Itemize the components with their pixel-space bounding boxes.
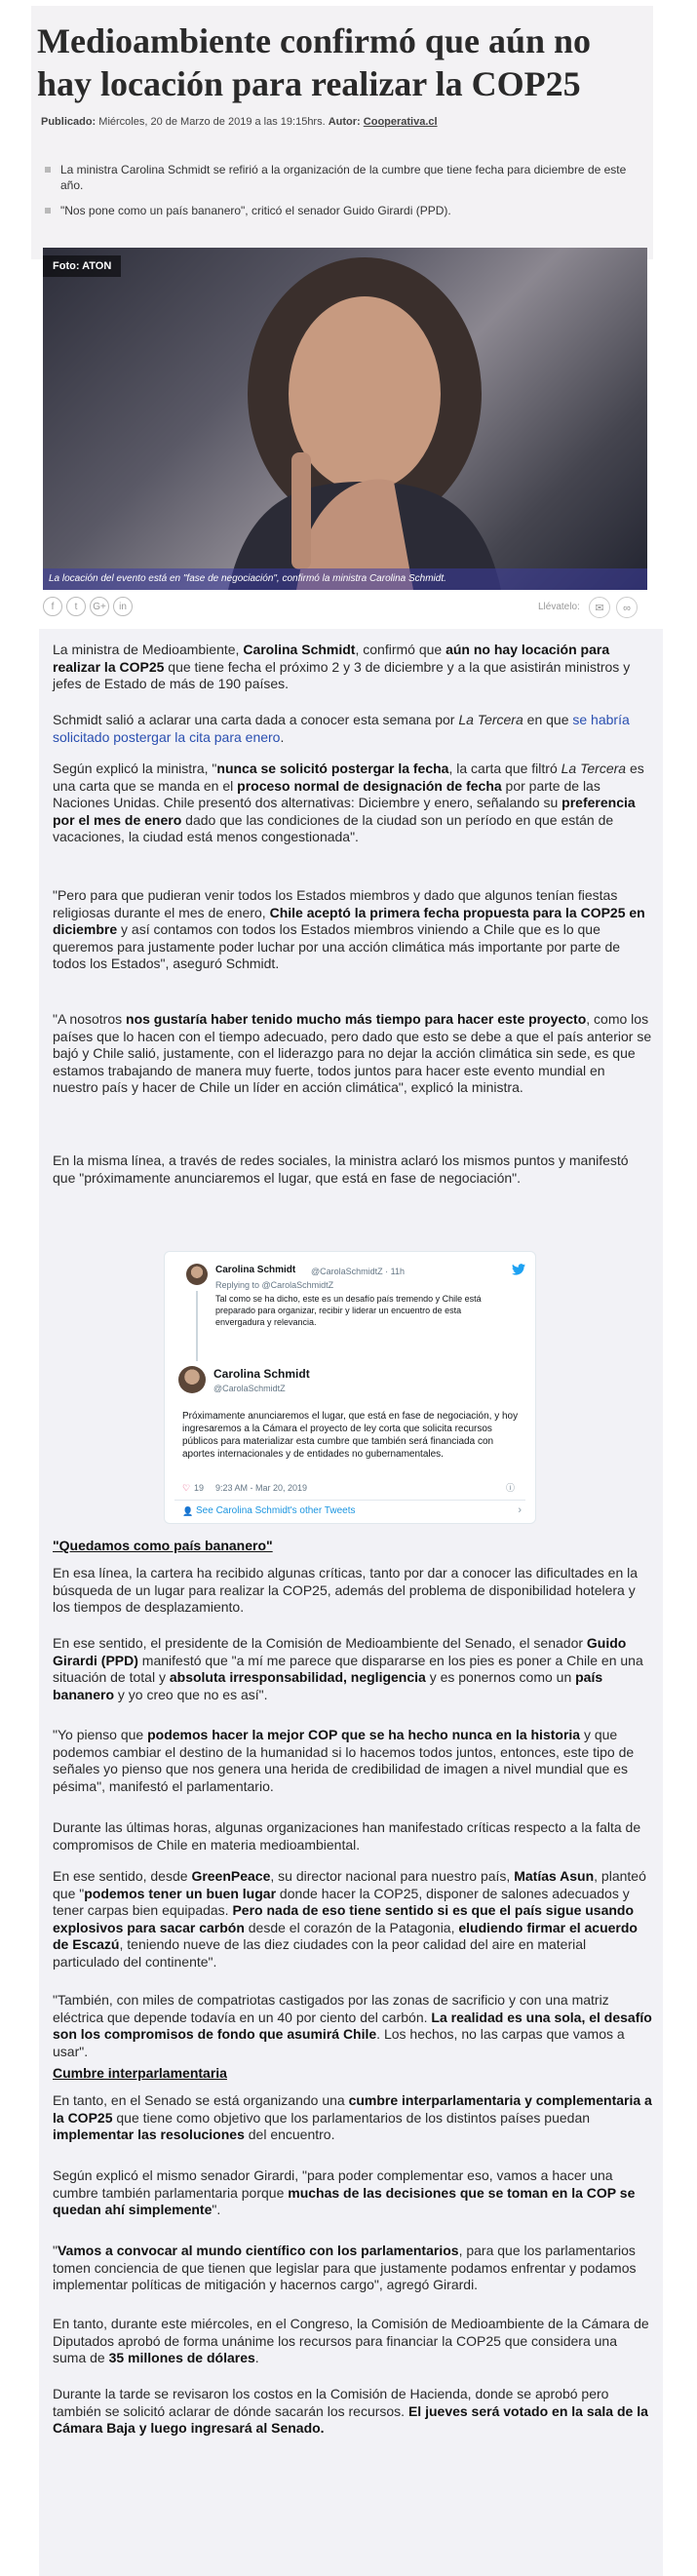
paragraph: Schmidt salió a aclarar una carta dada a conocer esta semana por La Tercera en que se habría solicitado postergar la cita para enero. <box>53 712 630 745</box>
paragraph: Según explicó la ministra, "nunca se solicitó postergar la fecha, la carta que filtró La Tercera es una carta que se manda en el proceso normal de designación de fecha por parte de las Naciones Unidas. Chile presentó dos alternativas: Diciembre y enero, señalando su preferencia por el mes de enero dado que las condiciones de la ciudad son un período en que están de vacaciones, la ciudad está menos congestionada". <box>53 761 644 844</box>
tweet-reply-author: Carolina Schmidt <box>215 1265 296 1275</box>
paragraph: En esa línea, la cartera ha recibido algunas críticas, tanto por dar a conocer las dificultades en la búsqueda de un lugar para realizar la COP25, además del problema de disponibilidad hotelera y los tiempos de desplazamiento. <box>53 1565 639 1615</box>
avatar <box>178 1366 206 1393</box>
tweet-divider <box>174 1500 525 1501</box>
twitter-bird-icon <box>512 1264 525 1275</box>
chevron-right-icon: › <box>518 1504 522 1516</box>
paragraph: En tanto, en el Senado se está organizando una cumbre interparlamentaria y complementaria a la COP25 que tiene como objetivo que los parlamentarios de los distintos países puedan implementar las resoluciones del encuentro. <box>53 2092 652 2142</box>
section-heading: "Quedamos como país bananero" <box>53 1538 273 1553</box>
thread-line <box>196 1291 198 1361</box>
paragraph: En tanto, durante este miércoles, en el Congreso, la Comisión de Medioambiente de la Cámara de Diputados aprobó de forma unánime los recursos para financiar la COP25 que considera una suma de 35 millones de dólares. <box>53 2316 649 2365</box>
paragraph: "Pero para que pudieran venir todos los Estados miembros y dado que algunos tenían fiestas religiosas durante el mes de enero, Chile aceptó la primera fecha propuesta para la COP25 en diciembre y así contamos con todos los Estados miembros viniendo a Chile que es lo que queremos para justamente poder luchar por una acción climática más importante por parte de todos los Estados", aseguró Schmidt. <box>53 887 645 971</box>
paragraph: La ministra de Medioambiente, Carolina Schmidt, confirmó que aún no hay locación para realizar la COP25 que tiene fecha el próximo 2 y 3 de diciembre y a la que asistirán ministros y jefes de Estado de más de 190 países. <box>53 642 631 691</box>
published-label: Publicado: <box>41 116 97 128</box>
avatar <box>186 1264 208 1285</box>
article-link[interactable]: se habría solicitado postergar la cita para enero <box>53 712 630 745</box>
portrait-illustration <box>43 248 647 590</box>
embedded-tweet[interactable] <box>164 1251 536 1524</box>
heart-icon[interactable]: ♡ <box>182 1483 191 1493</box>
tweet-author-name: Carolina Schmidt <box>213 1367 310 1381</box>
lead-photo <box>43 248 647 590</box>
tweet-text: Próximamente anunciaremos el lugar, que está en fase de negociación, y hoy ingresaremos a la Cámara el proyecto de ley corta que solicita recursos públicos para materializar esta cumbre que también será financiada con aportes internacionales y de entidades no gubernamentales. <box>182 1411 519 1460</box>
see-other-tweets-link[interactable]: See Carolina Schmidt's other Tweets <box>196 1505 356 1516</box>
replying-to: Replying to @CarolaSchmidtZ <box>215 1280 334 1290</box>
twitter-icon[interactable]: t <box>66 597 86 616</box>
byline <box>41 116 645 128</box>
author-link[interactable]: Cooperativa.cl <box>363 116 438 128</box>
email-icon[interactable]: ✉ <box>589 597 610 618</box>
summary-bullets <box>41 162 645 228</box>
paragraph: "Yo pienso que podemos hacer la mejor COP que se ha hecho nunca en la historia y que podemos cambiar el destino de la humanidad si lo hacemos todos juntos, entonces, este tipo de señales yo pienso que nos genera una herida de credibilidad de imagen a nivel mundial que es pésima", manifestó el parlamentario. <box>53 1727 635 1794</box>
tweet-timestamp[interactable]: 9:23 AM - Mar 20, 2019 <box>215 1483 308 1493</box>
summary-bullet: "Nos pone como un país bananero", criticó el senador Guido Girardi (PPD). <box>41 203 645 218</box>
tweet-reply-text: Tal como se ha dicho, este es un desafío país tremendo y Chile está preparado para organizar, recibir y liderar un encuentro de esta envergadura y relevancia. <box>215 1294 482 1327</box>
tweet-reply-handle: @CarolaSchmidtZ · 11h <box>311 1267 406 1276</box>
photo-credit: Foto: ATON <box>43 255 121 277</box>
section-heading: Cumbre interparlamentaria <box>53 2065 227 2081</box>
article-title: Medioambiente confirmó que aún no hay locación para realizar la COP25 <box>37 21 592 103</box>
paragraph: En ese sentido, desde GreenPeace, su director nacional para nuestro país, Matías Asun, planteó que "podemos tener un buen lugar donde hacer la COP25, disponer de salones adecuados y tener carpas bien equipadas. Pero nada de eso tiene sentido si es que el país sigue usando explosivos para sacar carbón desde el corazón de la Patagonia, eludiendo firmar el acuerdo de Escazú, teniendo nueve de las diez ciudades con la peor calidad del aire en material particulado del continente". <box>53 1868 646 1970</box>
paragraph: "A nosotros nos gustaría haber tenido mucho más tiempo para hacer este proyecto, como los países que lo hacen con el tiempo adecuado, pero dado que esto se debe a que el país anterior se bajó y Chile salió, justamente, con el liderazgo para no dejar la acción climática sin sede, es que estamos trabajando de manera muy fuerte, todos juntos para hacer este evento mundial en nuestro país y hacer de Chile un líder en acción climática", explicó la ministra. <box>53 1011 652 1095</box>
user-icon: 👤 <box>182 1506 194 1516</box>
paragraph: En la misma línea, a través de redes sociales, la ministra aclaró los mismos puntos y manifestó que "próximamente anunciaremos el lugar, que está en fase de negociación". <box>53 1152 629 1186</box>
google-plus-icon[interactable]: G+ <box>90 597 109 616</box>
facebook-icon[interactable]: f <box>43 597 62 616</box>
link-icon[interactable]: ∞ <box>616 597 638 618</box>
author-label: Autor: <box>328 116 361 128</box>
paragraph: "Vamos a convocar al mundo científico con los parlamentarios, para que los parlamentarios tomen conciencia de que tienen que legislar para que justamente podamos enfrentar y podamos implementar políticas de mitigación y hacernos cargo", agregó Girardi. <box>53 2243 637 2292</box>
paragraph: Durante las últimas horas, algunas organizaciones han manifestado críticas respecto a la falta de compromisos de Chile en materia medioambiental. <box>53 1819 641 1853</box>
paragraph: Según explicó el mismo senador Girardi, "para poder complementar eso, vamos a hacer una cumbre también parlamentaria porque muchas de las decisiones que se toman en la COP se quedan ahí simplemente". <box>53 2167 636 2217</box>
paragraph: Durante la tarde se revisaron los costos en la Comisión de Hacienda, donde se aprobó pero también se solicitó aclarar de dónde sacarán los recursos. El jueves será votado en la sala de la Cámara Baja y luego ingresará al Senado. <box>53 2386 648 2436</box>
paragraph: En ese sentido, el presidente de la Comisión de Medioambiente del Senado, el senador Guido Girardi (PPD) manifestó que "a mí me parece que dispararse en los pies es poner a Chile en una situación de total y absoluta irresponsabilidad, negligencia y es ponernos como un país bananero y yo creo que no es así". <box>53 1635 643 1702</box>
paragraph: "También, con miles de compatriotas castigados por las zonas de sacrificio y con una matriz eléctrica que depende todavía en un 40 por ciento del carbón. La realidad es una sola, el desafío son los compromisos de fondo que asumirá Chile. Los hechos, no las carpas que vamos a usar". <box>53 1992 652 2059</box>
summary-bullet: La ministra Carolina Schmidt se refirió a la organización de la cumbre que tiene fecha para diciembre de este año. <box>41 162 645 193</box>
publish-date: Miércoles, 20 de Marzo de 2019 a las 19:15hrs. <box>98 116 326 128</box>
share-label: Llévatelo: <box>538 602 580 612</box>
share-bar <box>43 593 647 620</box>
like-count: 19 <box>194 1483 205 1493</box>
info-icon[interactable]: ⓘ <box>506 1483 516 1493</box>
linkedin-icon[interactable]: in <box>113 597 133 616</box>
tweet-author-handle: @CarolaSchmidtZ <box>213 1384 286 1393</box>
photo-caption: La locación del evento está en "fase de negociación", confirmó la ministra Carolina Schmidt. <box>43 568 647 590</box>
